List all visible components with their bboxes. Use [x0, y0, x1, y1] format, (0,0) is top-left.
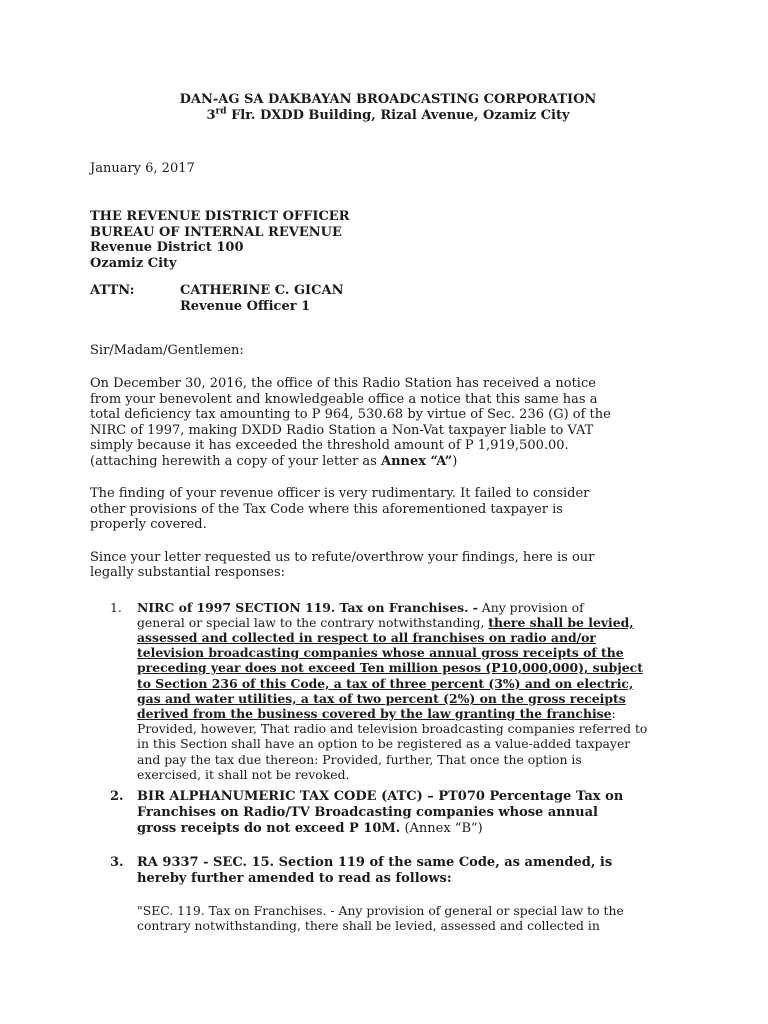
attn-name: CATHERINE C. GICAN — [180, 283, 344, 298]
text-line: RA 9337 - SEC. 15. Section 119 of the same Code, as amended, is — [137, 854, 613, 870]
paragraph-finding — [90, 486, 686, 533]
text-line: in this Section shall have an option to be registered as a value-added taxpayer — [137, 736, 631, 752]
text-line: gross receipts do not exceed P 10M. (Annex “B”) — [137, 820, 483, 836]
recipient-line: THE REVENUE DISTRICT OFFICER — [90, 209, 350, 224]
text-line: The finding of your revenue officer is very rudimentary. It failed to consider — [90, 486, 590, 501]
text-line: Provided, however, That radio and television broadcasting companies referred to — [137, 721, 648, 737]
list-item-3 — [110, 855, 686, 887]
list-item-1 — [110, 600, 686, 782]
text-line: total deficiency tax amounting to P 964, 530.68 by virtue of Sec. 236 (G) of the — [90, 407, 611, 422]
text-line: NIRC of 1997 SECTION 119. Tax on Franchises. - Any provision of — [137, 599, 584, 615]
paragraph-notice — [90, 376, 686, 469]
text-line: other provisions of the Tax Code where this aforementioned taxpayer is — [90, 501, 563, 517]
recipient-line: BUREAU OF INTERNAL REVENUE — [90, 224, 342, 240]
item-heading: NIRC of 1997 SECTION 119. Tax on Franchises. - — [137, 599, 478, 615]
text-line: derived from the business covered by the law granting the franchise: — [137, 705, 616, 721]
text-line: from your benevolent and knowledgeable office a notice that this same has a — [90, 391, 598, 407]
recipient-block — [90, 209, 686, 271]
text-line: (attaching herewith a copy of your letter as Annex “A”) — [90, 453, 458, 469]
text-line: to Section 236 of this Code, a tax of three percent (3%) and on electric, — [137, 675, 634, 691]
paragraph-response-intro — [90, 550, 686, 581]
attn-label: ATTN: — [90, 283, 135, 298]
text-line: On December 30, 2016, the office of this Radio Station has received a notice — [90, 376, 596, 391]
annex-a-ref: Annex “A” — [381, 453, 453, 469]
text-line: Franchises on Radio/TV Broadcasting companies whose annual — [137, 804, 598, 820]
item-number: 2. — [110, 788, 124, 804]
text-line: preceding year does not exceed Ten million pesos (P10,000,000), subject — [137, 660, 643, 676]
text-line: simply because it has exceeded the threshold amount of P 1,919,500.00. — [90, 438, 569, 453]
letterhead — [90, 92, 686, 123]
text-line: exercised, it shall not be revoked. — [137, 766, 350, 782]
text-line: contrary notwithstanding, there shall be levied, assessed and collected in — [137, 918, 600, 934]
text-line: legally substantial responses: — [90, 565, 286, 580]
company-name: DAN-AG SA DAKBAYAN BROADCASTING CORPORATION — [179, 92, 597, 107]
recipient-line: Ozamiz City — [90, 255, 177, 271]
text-line: television broadcasting companies whose annual gross receipts of the — [137, 645, 624, 661]
item-number: 3. — [110, 854, 124, 870]
recipient-line: Revenue District 100 — [90, 240, 244, 255]
salutation: Sir/Madam/Gentlemen: — [90, 343, 244, 358]
letter-date: January 6, 2017 — [90, 161, 195, 176]
text-line: "SEC. 119. Tax on Franchises. - Any provision of general or special law to the — [137, 902, 624, 918]
text-line: general or special law to the contrary notwithstanding, there shall be levied, — [137, 614, 634, 630]
text-line: assessed and collected in respect to all franchises on radio and/or — [137, 629, 596, 645]
quoted-section — [137, 903, 686, 934]
attention-block — [90, 283, 686, 315]
text-line: BIR ALPHANUMERIC TAX CODE (ATC) – PT070 Percentage Tax on — [137, 788, 624, 804]
company-address: 3rd Flr. DXDD Building, Rizal Avenue, Ozamiz City — [206, 106, 570, 123]
text-line: Since your letter requested us to refute/overthrow your findings, here is our — [90, 549, 595, 565]
text-line: hereby further amended to read as follows: — [137, 870, 452, 886]
annex-b-ref: (Annex “B”) — [400, 820, 483, 836]
text-line: properly covered. — [90, 517, 207, 532]
attn-title: Revenue Officer 1 — [180, 299, 311, 314]
text-line: and pay the tax due thereon: Provided, further, That once the option is — [137, 751, 582, 767]
text-line: gas and water utilities, a tax of two percent (2%) on the gross receipts — [137, 690, 626, 706]
letter-page — [90, 92, 686, 934]
item-number: 1. — [110, 599, 122, 615]
list-item-2 — [110, 789, 686, 837]
text-line: NIRC of 1997, making DXDD Radio Station a Non-Vat taxpayer liable to VAT — [90, 422, 594, 438]
